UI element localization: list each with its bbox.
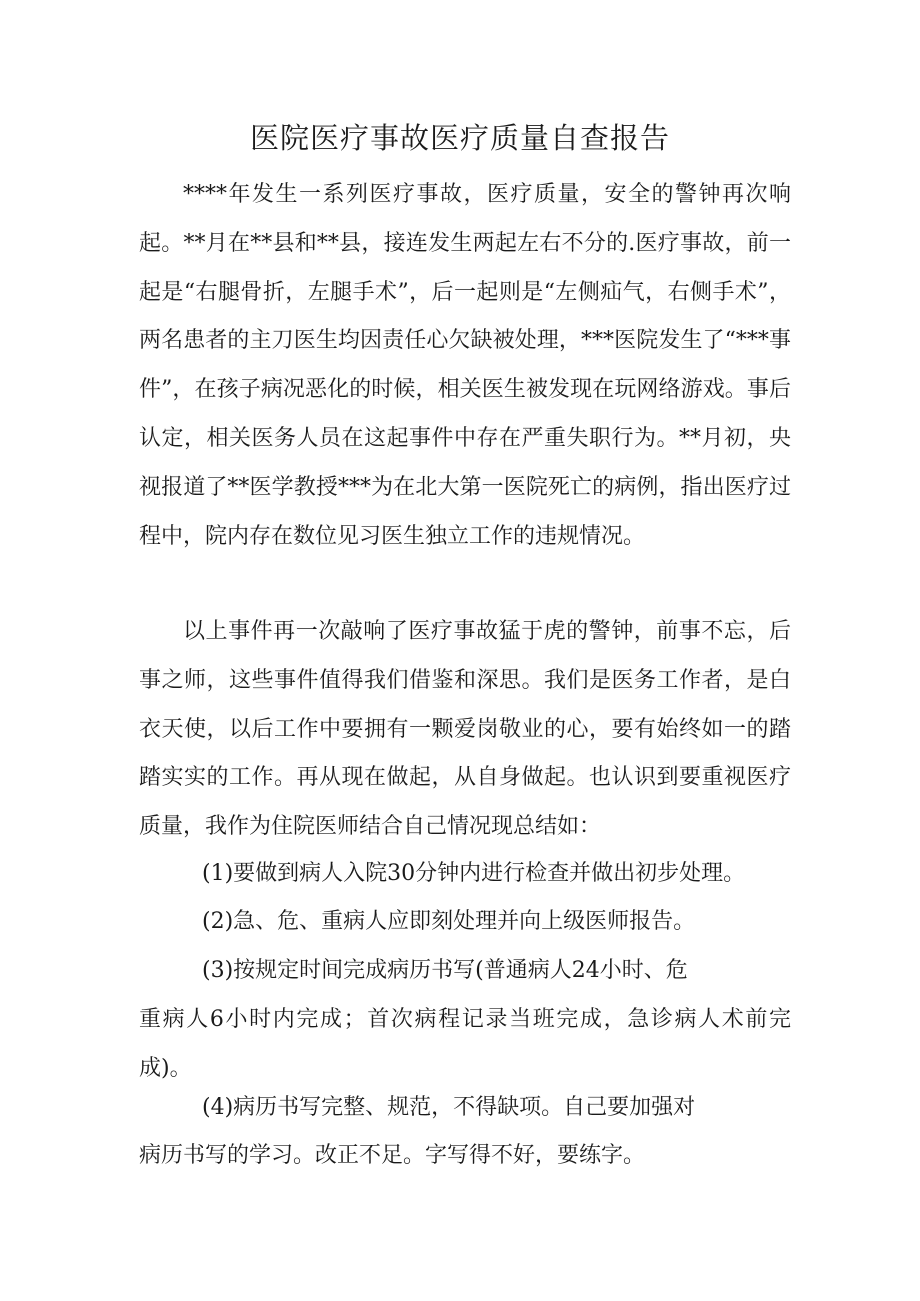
list-item-3-line2: 重病人6小时内完成；首次病程记录当班完成，急诊病人术前完成)。: [139, 1007, 791, 1081]
list-item-4-line2: 病历书写的学习。改正不足。字写得不好，要练字。: [139, 1143, 646, 1168]
list-item-3-line1: (3)按规定时间完成病历书写(普通病人24小时、危: [202, 958, 688, 983]
paragraph-incidents: ****年发生一系列医疗事故，医疗质量，安全的警钟再次响起。**月在**县和**县，接连发生两起左右不分的.医疗事故，前一起是“右腿骨折，左腿手术”，后一起则是“左侧疝气，右侧手术”，两名患者的主刀医生均因责任心欠缺被处理，***医院发生了“***事件”，在孩子病况恶化的时候，相关医生被发现在玩网络游戏。事后认定，相关医务人员在这起事件中存在严重失职行为。**月初，央视报道了**医学教授***为在北大第一医院死亡的病例，指出医疗过程中，院内存在数位见习医生独立工作的违规情况。: [139, 182, 791, 549]
list-item-1: (1)要做到病人入院30分钟内进行检查并做出初步处理。: [202, 861, 746, 886]
paragraph-reflection: 以上事件再一次敲响了医疗事故猛于虎的警钟，前事不忘，后事之师，这些事件值得我们借鉴和深思。我们是医务工作者，是白衣天使，以后工作中要拥有一颗爱岗敬业的心，要有始终如一的踏踏实实的工作。再从现在做起，从自身做起。也认识到要重视医疗质量，我作为住院医师结合自己情况现总结如：: [139, 619, 791, 840]
document-title: 医院医疗事故医疗质量自查报告: [249, 121, 670, 155]
list-item-2: (2)急、危、重病人应即刻处理并向上级医师报告。: [202, 909, 696, 934]
list-item-4-line1: (4)病历书写完整、规范，不得缺项。自己要加强对: [202, 1095, 696, 1120]
